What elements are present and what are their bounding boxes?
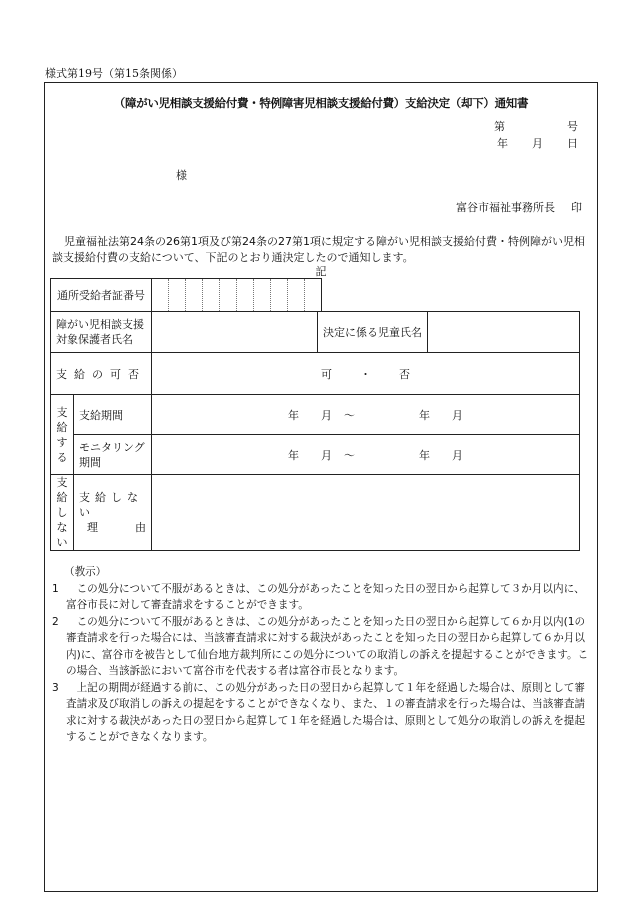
nonpay-row — [51, 475, 580, 551]
instruction-item: 3 上記の期間が経過する前に、この処分があった日の翌日から起算して１年を経過した場合は、原則として審査請求及び取消しの訴えの提起をすることができなくなり、また、１の審査請求を行った場合は、当該審査請求に対する裁決があった日の翌日から起算して１年を経過した場合は、原則として処分の取消しの訴えを提起することができなくなります。 — [52, 681, 586, 743]
instruction-item: 2 この処分について不服があるときは、この処分があったことを知った日の翌日から起算して６か月以内(1の審査請求を行った場合には、当該審査請求に対する裁決があったことを知った日の翌日から起算して６か月以内)に、富谷市を被告として仙台地方裁判所にこの処分についての取消しの訴えを提起することができます。この場合、当該訴訟において富谷市を代表する者は富谷市長となります。 — [52, 615, 589, 677]
nonpay-group-label: 支給しない — [51, 475, 74, 551]
guardian-label-line1: 障がい児相談支援 — [56, 318, 144, 331]
certificate-digit-cell — [220, 279, 237, 312]
issue-number — [494, 118, 578, 134]
seal-mark: 印 — [571, 201, 582, 214]
title-text: 障がい児相談支援給付費・特例障害児相談支援給付費）支給決定（却下）通知書 — [125, 96, 529, 110]
certificate-digit-cell — [254, 279, 271, 312]
pay-period-range: 年 月 ～ 年 月 — [152, 395, 580, 435]
approval-row — [51, 353, 580, 395]
monitoring-period-range: 年 月 ～ 年 月 — [152, 435, 580, 475]
notice-body-text: 児童福祉法第24条の26第1項及び第24条の27第1項に規定する障がい児相談支援給付費・特例障がい児相談支援給付費の支給について、下記のとおり通決定したので通知します。 — [52, 235, 585, 264]
certificate-digit-cell — [169, 279, 186, 312]
approval-dot: ・ — [360, 367, 371, 381]
approval-yes: 可 — [321, 367, 332, 381]
instructions-heading: （教示） — [64, 566, 107, 578]
instruction-item: 1 この処分について不服があるときは、この処分があったことを知った日の翌日から起算して３か月以内に、富谷市長に対して審査請求をすることができます。 — [52, 582, 585, 611]
issue-date-year: 年 — [497, 137, 508, 150]
approval-value — [152, 353, 580, 395]
issue-date-day: 日 — [567, 137, 578, 150]
certificate-digit-cell — [237, 279, 254, 312]
document-title — [44, 95, 598, 111]
certificate-number-table — [50, 278, 322, 312]
issue-date-month: 月 — [532, 137, 543, 150]
nonpay-reason-value — [152, 475, 580, 551]
monitoring-period-row — [51, 435, 580, 475]
certificate-digit-cell — [305, 279, 322, 312]
child-name-value — [428, 312, 580, 353]
pay-period-row — [51, 395, 580, 435]
decision-table — [50, 311, 580, 551]
child-name-label: 決定に係る児童氏名 — [318, 312, 428, 353]
certificate-digit-cell — [288, 279, 305, 312]
ki-mark: 記 — [315, 265, 327, 278]
pay-group-label: 支給する — [51, 395, 74, 475]
approval-no: 否 — [399, 367, 410, 381]
issue-number-go: 号 — [567, 120, 578, 133]
certificate-digit-cell — [186, 279, 203, 312]
sender-name: 富谷市福祉事務所長 — [456, 201, 555, 214]
form-number: 様式第19号（第15条関係） — [45, 67, 183, 80]
sender — [456, 199, 582, 215]
guardian-row — [51, 312, 580, 353]
guardian-label — [51, 312, 152, 353]
certificate-digit-cell — [203, 279, 220, 312]
title-open-paren: （ — [113, 96, 125, 110]
guardian-label-line2: 対象保護者氏名 — [56, 333, 133, 346]
certificate-digit-cell — [271, 279, 288, 312]
certificate-digit-cell — [152, 279, 169, 312]
monitoring-period-label: モニタリング 期間 — [74, 435, 152, 475]
nonpay-reason-label: 支給しない 理由 — [74, 475, 152, 551]
instructions — [52, 564, 592, 746]
issue-number-dai: 第 — [494, 120, 505, 133]
guardian-name-value — [152, 312, 318, 353]
addressee-suffix: 様 — [176, 169, 187, 182]
approval-label: 支給の可否 — [51, 353, 152, 395]
issue-date — [497, 135, 578, 151]
certificate-number-label: 通所受給者証番号 — [51, 279, 152, 312]
pay-period-label: 支給期間 — [74, 395, 152, 435]
